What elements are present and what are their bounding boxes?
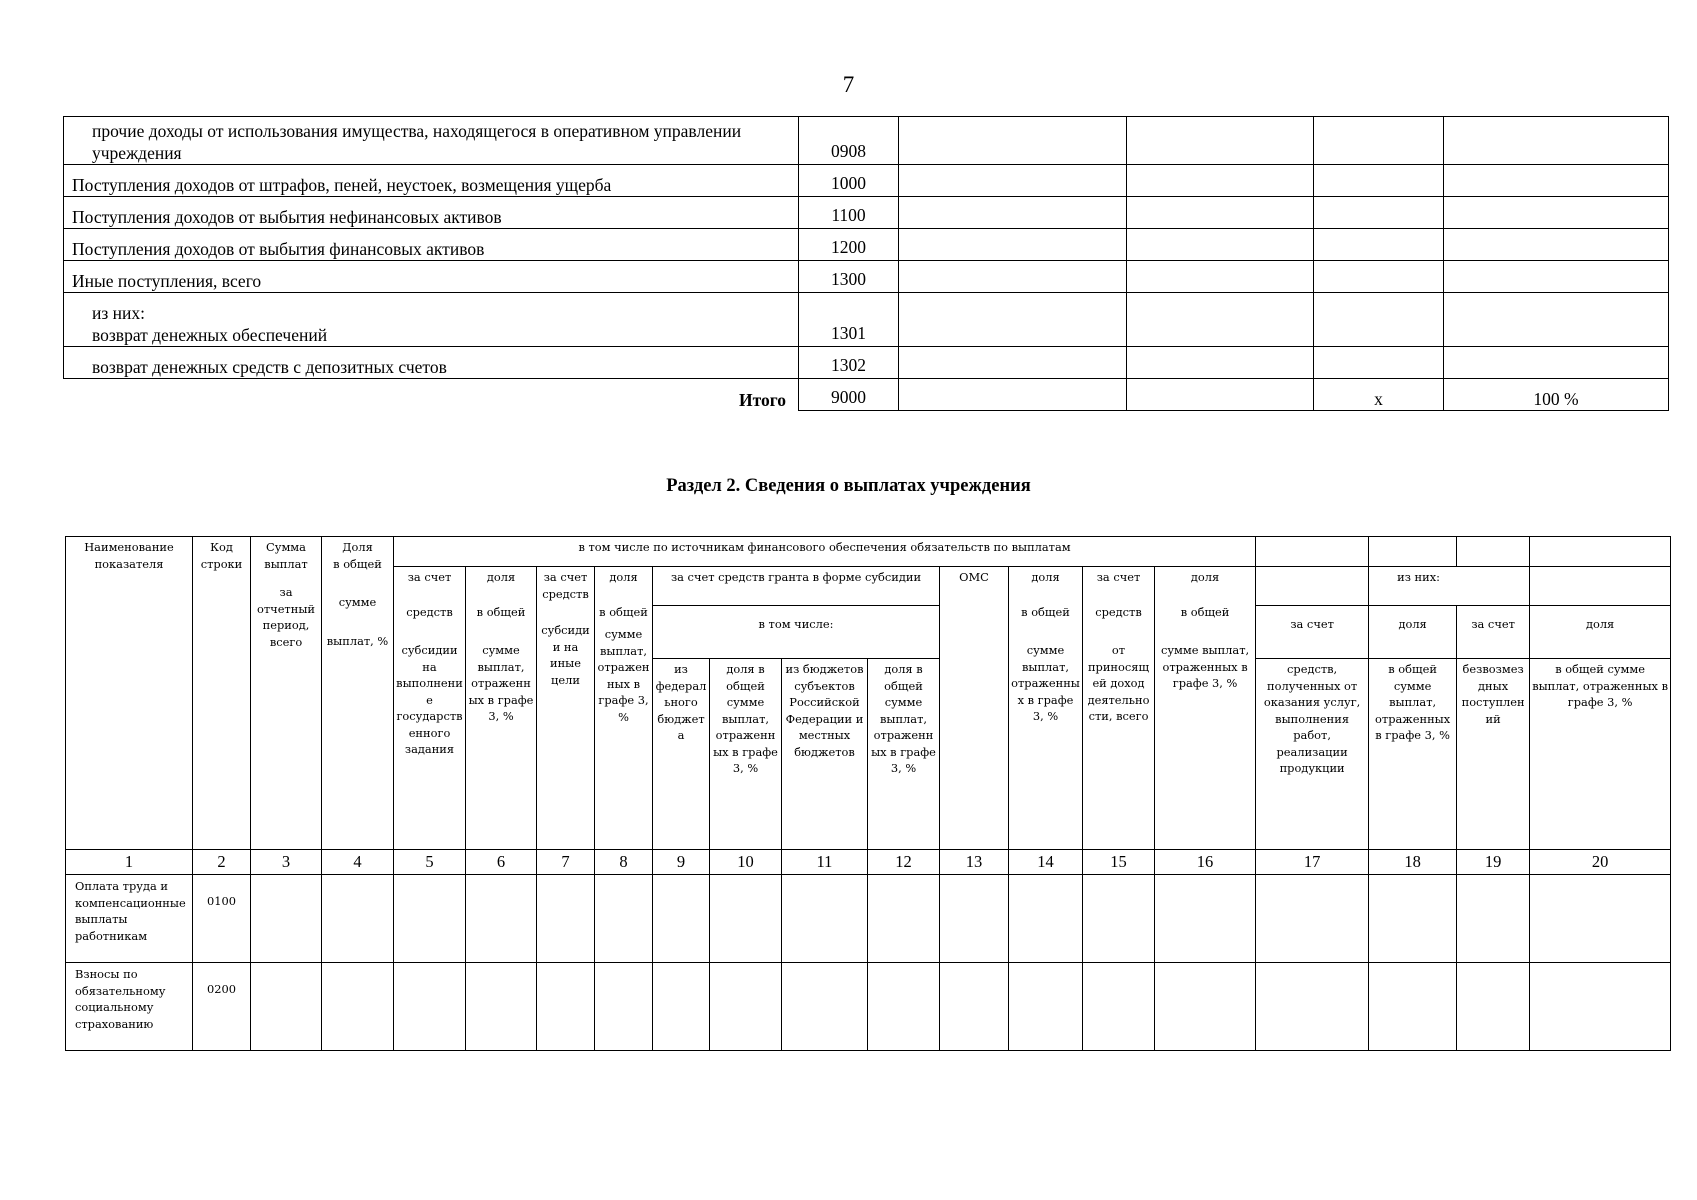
header-col10: доля в общей сумме выплат, отраженных в графе 3, % <box>710 659 782 850</box>
header-col20-a: доля <box>1530 606 1671 659</box>
column-number: 5 <box>394 850 466 875</box>
total-col6: 100 % <box>1444 379 1669 411</box>
row-code: 0908 <box>799 117 899 165</box>
row-name-line: из них: <box>92 303 145 323</box>
column-number: 8 <box>595 850 653 875</box>
column-number: 18 <box>1369 850 1457 875</box>
header-sources: в том числе по источникам финансового обеспечения обязательств по выплатам <box>394 537 1256 567</box>
header-col11: из бюджетов субъектов Российской Федерации и местных бюджетов <box>782 659 868 850</box>
row-code: 0100 <box>193 875 251 963</box>
header-col5: за счет средств субсидии на выполнение государственного задания <box>394 567 466 850</box>
column-number: 1 <box>66 850 193 875</box>
column-number: 7 <box>537 850 595 875</box>
header-col6: доля в общей сумме выплат, отраженных в графе 3, % <box>466 567 537 850</box>
column-number: 20 <box>1530 850 1671 875</box>
table-row <box>66 963 1671 1051</box>
total-code: 9000 <box>799 379 899 411</box>
column-number: 10 <box>710 850 782 875</box>
column-number: 17 <box>1256 850 1369 875</box>
header-col16: доля в общей сумме выплат, отраженных в графе 3, % <box>1155 567 1256 850</box>
header-col14: доля в общей сумме выплат, отраженных в графе 3, % <box>1009 567 1083 850</box>
row-code: 1200 <box>799 229 899 261</box>
header-of-them: из них: <box>1369 567 1530 606</box>
table-row <box>64 347 1669 379</box>
income-table <box>63 116 1669 411</box>
table-row <box>66 875 1671 963</box>
row-code: 0200 <box>193 963 251 1051</box>
header-col9: из федерального бюджета <box>653 659 710 850</box>
column-number: 15 <box>1083 850 1155 875</box>
header-name: Наименование показателя <box>66 537 193 850</box>
row-name: возврат денежных средств с депозитных счетов <box>64 347 799 379</box>
header-col20: в общей сумме выплат, отраженных в графе 3, % <box>1530 659 1671 850</box>
row-name: Поступления доходов от штрафов, пеней, неустоек, возмещения ущерба <box>64 165 799 197</box>
table-row <box>64 293 1669 347</box>
header-col15: за счет средств от приносящей доход деятельности, всего <box>1083 567 1155 850</box>
row-name <box>64 293 799 347</box>
column-number: 16 <box>1155 850 1256 875</box>
row-name: Оплата труда и компенсационные выплаты работникам <box>66 875 193 963</box>
header-grant-incl: в том числе: <box>653 606 940 659</box>
row-code: 1300 <box>799 261 899 293</box>
header-col8: доля в общей сумме выплат, отраженных в графе 3, % <box>595 567 653 850</box>
row-name: прочие доходы от использования имущества, находящегося в оперативном управлении учреждения <box>64 117 799 165</box>
table-row <box>64 229 1669 261</box>
row-code: 1100 <box>799 197 899 229</box>
header-sum: Сумма выплат за отчетный период, всего <box>251 537 322 850</box>
row-name: Взносы по обязательному социальному страхованию <box>66 963 193 1051</box>
row-code: 1302 <box>799 347 899 379</box>
row-code: 1301 <box>799 293 899 347</box>
column-number: 19 <box>1457 850 1530 875</box>
column-number: 14 <box>1009 850 1083 875</box>
header-col12: доля в общей сумме выплат, отраженных в графе 3, % <box>868 659 940 850</box>
header-col17: средств, полученных от оказания услуг, выполнения работ, реализации продукции <box>1256 659 1369 850</box>
column-number: 6 <box>466 850 537 875</box>
header-col7: за счет средств субсидии на иные цели <box>537 567 595 850</box>
header-col18: в общей сумме выплат, отраженных в графе 3, % <box>1369 659 1457 850</box>
row-name: Поступления доходов от выбытия финансовых активов <box>64 229 799 261</box>
column-number: 9 <box>653 850 710 875</box>
row-name-line: возврат денежных обеспечений <box>92 325 328 345</box>
total-row <box>64 379 1669 411</box>
header-col13: ОМС <box>940 567 1009 850</box>
total-col5: х <box>1314 379 1444 411</box>
column-number: 3 <box>251 850 322 875</box>
column-numbers-row <box>66 850 1671 875</box>
table-row <box>64 261 1669 293</box>
payments-table <box>65 536 1671 1051</box>
header-col17-a: за счет <box>1256 606 1369 659</box>
column-number: 2 <box>193 850 251 875</box>
column-number: 12 <box>868 850 940 875</box>
table-row <box>64 197 1669 229</box>
header-col18-a: доля <box>1369 606 1457 659</box>
section-title: Раздел 2. Сведения о выплатах учреждения <box>666 476 1031 496</box>
total-label: Итого <box>64 379 799 411</box>
column-number: 4 <box>322 850 394 875</box>
header-code: Код строки <box>193 537 251 850</box>
page-number: 7 <box>842 72 855 97</box>
table-row <box>64 165 1669 197</box>
row-code: 1000 <box>799 165 899 197</box>
table-row <box>64 117 1669 165</box>
column-number: 11 <box>782 850 868 875</box>
header-share: Доля в общей сумме выплат, % <box>322 537 394 850</box>
header-col19-a: за счет <box>1457 606 1530 659</box>
row-name: Поступления доходов от выбытия нефинансовых активов <box>64 197 799 229</box>
header-row <box>66 537 1671 567</box>
row-name: Иные поступления, всего <box>64 261 799 293</box>
column-number: 13 <box>940 850 1009 875</box>
header-grant: за счет средств гранта в форме субсидии <box>653 567 940 606</box>
header-col19: безвозмездных поступлений <box>1457 659 1530 850</box>
